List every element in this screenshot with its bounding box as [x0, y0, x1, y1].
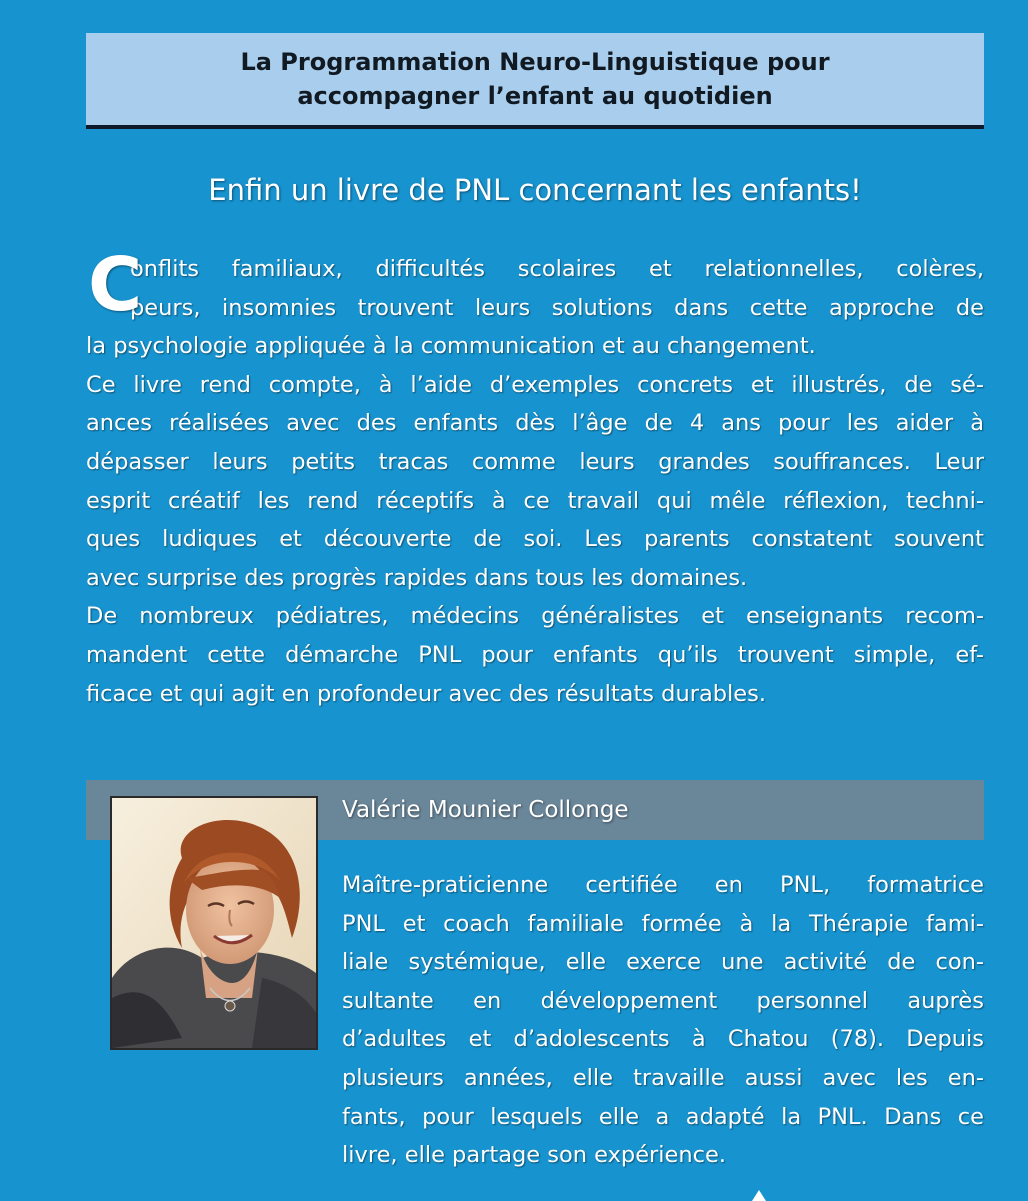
bio-line: livre, elle partage son expérience.: [342, 1142, 727, 1169]
description-line: ques ludiques et découverte de soi. Les parents constatent souvent: [86, 526, 984, 553]
description-line: ficace et qui agit en profondeur avec des résultats durables.: [86, 680, 766, 707]
drop-cap: C: [88, 242, 143, 328]
author-portrait-image: [112, 798, 316, 1048]
bio-line: sultante en développement personnel auprès: [342, 987, 984, 1014]
tagline: Enfin un livre de PNL concernant les enfants!: [208, 173, 862, 207]
description-line: dépasser leurs petits tracas comme leurs grandes souffrances. Leur: [86, 448, 984, 475]
description-line: la psychologie appliquée à la communication et au changement.: [86, 333, 816, 360]
bio-line: liale systémique, elle exerce une activité de con-: [342, 949, 984, 976]
bio-line: plusieurs années, elle travaille aussi avec les en-: [342, 1064, 984, 1091]
author-name: Valérie Mounier Collonge: [342, 797, 629, 823]
title-line-2: accompagner l’enfant au quotidien: [297, 82, 773, 110]
description-line: onflits familiaux, difficultés scolaires et relationnelles, colères,: [130, 256, 984, 282]
publisher-mark-icon: [752, 1190, 766, 1201]
title-banner: [86, 33, 984, 129]
bio-line: Maître-praticienne certifiée en PNL, formatrice: [342, 872, 984, 898]
description-line: esprit créatif les rend réceptifs à ce travail qui mêle réflexion, techni-: [86, 487, 984, 514]
description-line: mandent cette démarche PNL pour enfants qu’ils trouvent simple, ef-: [86, 641, 984, 668]
bio-line: fants, pour lesquels elle a adapté la PNL. Dans ce: [342, 1103, 984, 1130]
description-line: peurs, insomnies trouvent leurs solutions dans cette approche de: [130, 294, 984, 321]
author-bio: [342, 866, 984, 1175]
description-line: Ce livre rend compte, à l’aide d’exemples concrets et illustrés, de sé-: [86, 371, 984, 398]
bio-line: d’adultes et d’adolescents à Chatou (78). Depuis: [342, 1026, 984, 1053]
description-line: De nombreux pédiatres, médecins généralistes et enseignants recom-: [86, 603, 984, 630]
description-line: ances réalisées avec des enfants dès l’âge de 4 ans pour les aider à: [86, 410, 984, 437]
title-line-1: La Programmation Neuro-Linguistique pour: [240, 48, 830, 76]
description-paragraph: [86, 242, 984, 713]
bio-line: PNL et coach familiale formée à la Thérapie fami-: [342, 910, 984, 937]
description-line: avec surprise des progrès rapides dans tous les domaines.: [86, 564, 748, 591]
author-photo: [110, 796, 318, 1050]
